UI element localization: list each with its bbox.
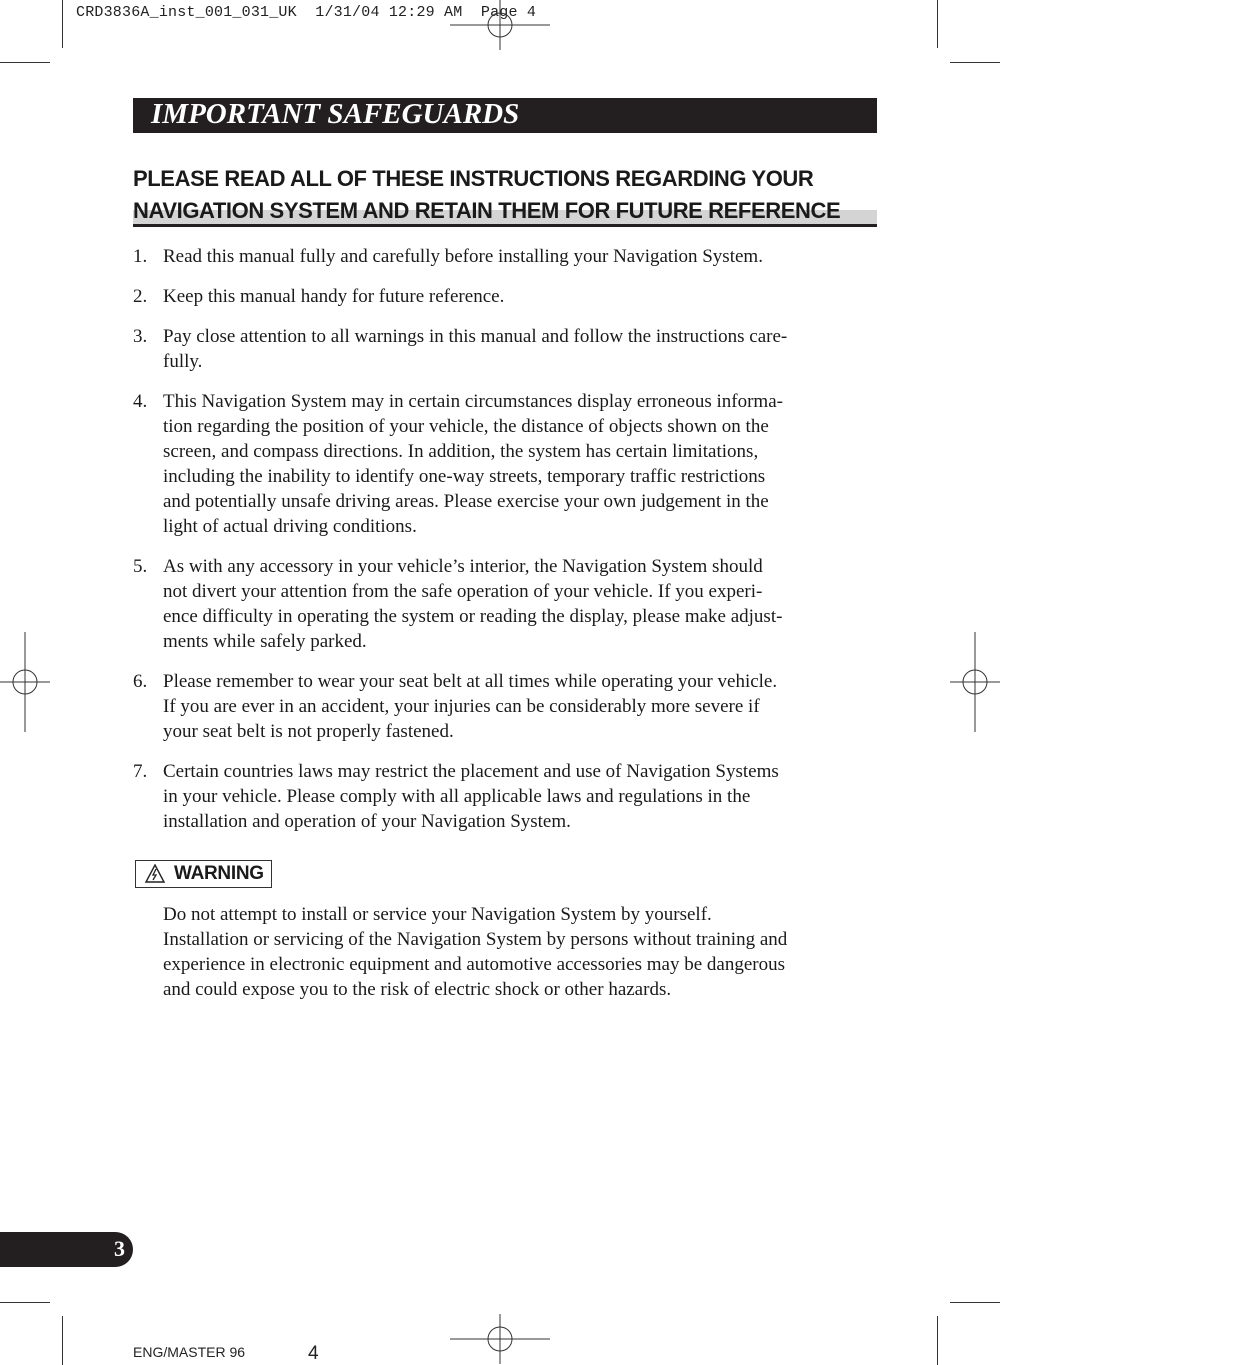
registration-mark-top-icon: [450, 0, 550, 50]
instruction-item: [133, 244, 853, 269]
instruction-item: [133, 759, 853, 834]
instruction-item: [133, 554, 853, 654]
item-text-line: If you are ever in an accident, your injuries can be considerably more severe if: [163, 696, 760, 717]
item-text-line: As with any accessory in your vehicle’s interior, the Navigation System should: [163, 556, 763, 577]
section-title: IMPORTANT SAFEGUARDS: [151, 98, 520, 130]
footer-label: ENG/MASTER 96: [133, 1344, 246, 1360]
item-text-line: installation and operation of your Navigation System.: [163, 811, 571, 832]
item-text-line: your seat belt is not properly fastened.: [163, 721, 454, 742]
registration-mark-bottom-icon: [450, 1314, 550, 1364]
item-text-line: screen, and compass directions. In addition, the system has certain limitations,: [163, 441, 759, 462]
item-number: 3.: [133, 326, 148, 347]
instruction-item: [133, 324, 853, 374]
warning-text: [163, 902, 863, 1002]
instruction-item: [133, 284, 853, 309]
item-text-line: Please remember to wear your seat belt at all times while operating your vehicle.: [163, 671, 778, 692]
subheading-line: NAVIGATION SYSTEM AND RETAIN THEM FOR FUTURE REFERENCE: [133, 198, 841, 223]
instruction-item: [133, 389, 853, 539]
item-text-line: Pay close attention to all warnings in this manual and follow the instructions care-: [163, 326, 788, 347]
item-text-line: This Navigation System may in certain circumstances display erroneous informa-: [163, 391, 783, 412]
registration-mark-right-icon: [950, 632, 1000, 732]
warning-text-line: and could expose you to the risk of electric shock or other hazards.: [163, 979, 672, 1000]
item-text-line: Certain countries laws may restrict the placement and use of Navigation Systems: [163, 761, 779, 782]
item-number: 6.: [133, 671, 148, 692]
item-text-line: ence difficulty in operating the system or reading the display, please make adjust-: [163, 606, 783, 627]
subheading: [133, 163, 877, 227]
warning-label-box: [135, 860, 272, 888]
subheading-line: PLEASE READ ALL OF THESE INSTRUCTIONS REGARDING YOUR: [133, 166, 814, 191]
item-text-line: and potentially unsafe driving areas. Please exercise your own judgement in the: [163, 491, 769, 512]
item-text-line: Keep this manual handy for future reference.: [163, 286, 505, 307]
instruction-list: [133, 244, 853, 849]
item-text-line: tion regarding the position of your vehicle, the distance of objects shown on the: [163, 416, 769, 437]
warning-text-line: experience in electronic equipment and automotive accessories may be dangerous: [163, 954, 785, 975]
instruction-item: [133, 669, 853, 744]
item-number: 7.: [133, 761, 148, 782]
item-text-line: not divert your attention from the safe operation of your vehicle. If you experi-: [163, 581, 763, 602]
warning-triangle-icon: [145, 864, 165, 883]
item-number: 4.: [133, 391, 148, 412]
item-number: 5.: [133, 556, 148, 577]
registration-mark-left-icon: [0, 632, 50, 732]
item-text-line: light of actual driving conditions.: [163, 516, 417, 537]
item-text-line: including the inability to identify one-way streets, temporary traffic restrictions: [163, 466, 766, 487]
print-slug: CRD3836A_inst_001_031_UK 1/31/04 12:29 AM Page 4: [76, 4, 537, 21]
item-text-line: in your vehicle. Please comply with all applicable laws and regulations in the: [163, 786, 751, 807]
item-text-line: Read this manual fully and carefully before installing your Navigation System.: [163, 246, 763, 267]
warning-text-line: Installation or servicing of the Navigation System by persons without training and: [163, 929, 788, 950]
item-number: 1.: [133, 246, 148, 267]
item-number: 2.: [133, 286, 148, 307]
item-text-line: fully.: [163, 351, 203, 372]
page-tab: [0, 1232, 133, 1267]
footer-page-number: 4: [308, 1343, 319, 1364]
page-tab-number: 3: [114, 1236, 125, 1261]
section-banner: [133, 98, 877, 133]
warning-label: WARNING: [174, 863, 264, 884]
item-text-line: ments while safely parked.: [163, 631, 367, 652]
warning-text-line: Do not attempt to install or service your Navigation System by yourself.: [163, 904, 712, 925]
